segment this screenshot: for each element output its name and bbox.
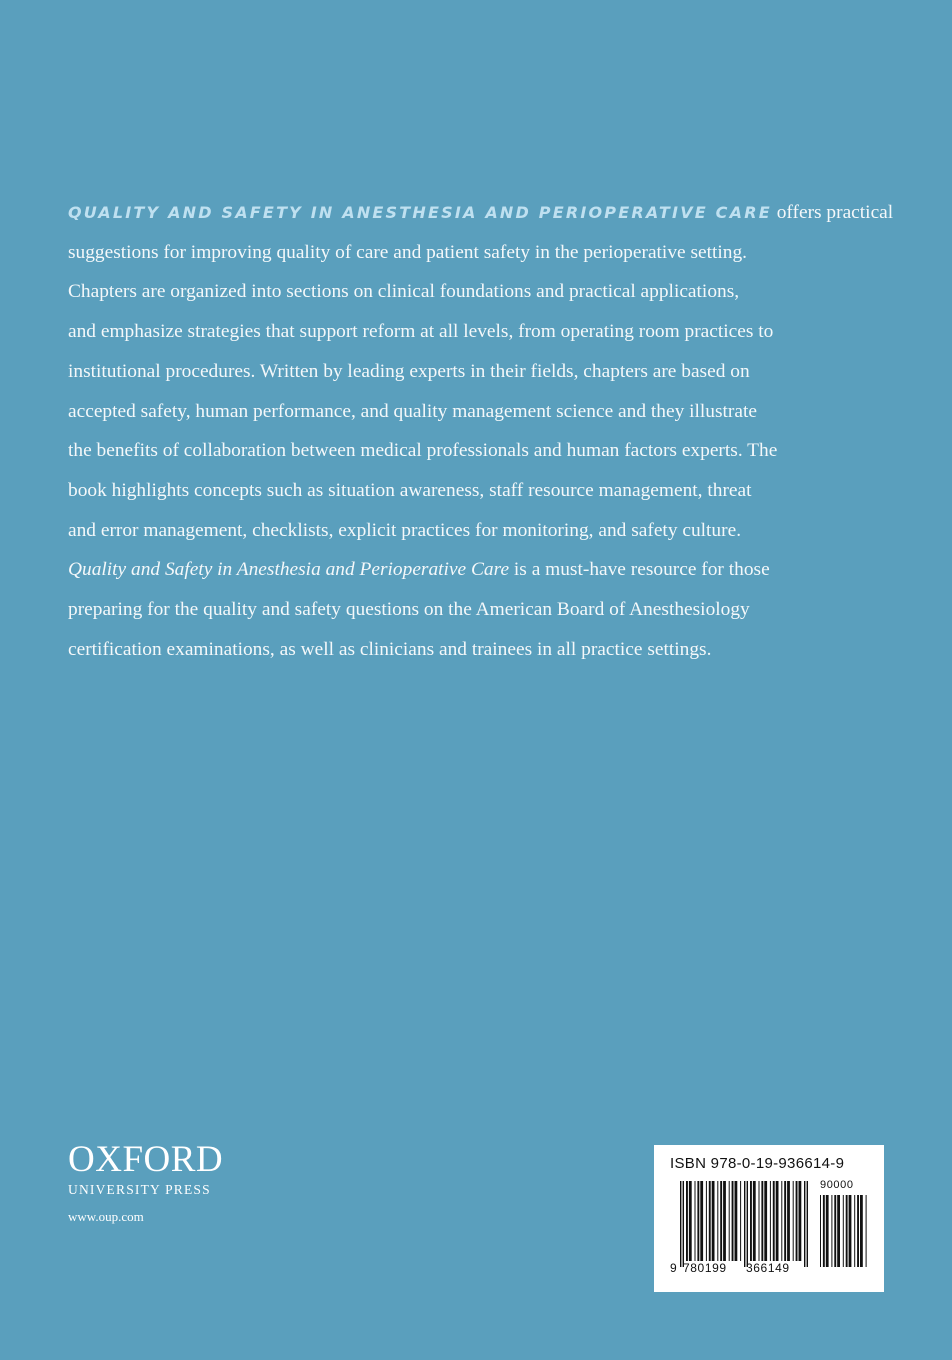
- barcode-left-digits: 780199: [683, 1261, 727, 1275]
- publisher-logo: [68, 1139, 224, 1198]
- book-title-italic: Quality and Safety in Anesthesia and Perioperative Care: [68, 559, 510, 581]
- blurb-line-10-text: is a must-have resource for those: [509, 559, 770, 581]
- barcode-bar: [823, 1195, 825, 1267]
- blurb-line-10: [68, 550, 880, 590]
- barcode-addon-digits: 90000: [820, 1179, 854, 1191]
- book-title-caps: QUALITY AND SAFETY IN ANESTHESIA AND PERIOPERATIVE CARE: [68, 203, 772, 222]
- blurb-line-1-text: offers practical: [771, 202, 894, 223]
- isbn-barcode: [654, 1145, 884, 1292]
- barcode-bar: [796, 1181, 798, 1261]
- barcode-bar: [706, 1181, 707, 1261]
- barcode-bar: [770, 1181, 771, 1261]
- barcode-bar: [866, 1195, 867, 1267]
- blurb-line-8: book highlights concepts such as situation awareness, staff resource management, threat: [68, 479, 752, 501]
- barcode-bar: [740, 1181, 741, 1261]
- blurb-line-1: [68, 193, 894, 233]
- blurb-line-6: accepted safety, human performance, and quality management science and they illustrate: [68, 400, 757, 422]
- blurb-line-12: certification examinations, as well as clinicians and trainees in all practice settings.: [68, 638, 712, 660]
- barcode-bar: [781, 1181, 782, 1261]
- isbn-label: ISBN 978-0-19-936614-9: [670, 1155, 845, 1172]
- barcode-guard-bar: [680, 1181, 681, 1267]
- barcode-guard-bar: [744, 1181, 745, 1267]
- barcode-bar: [831, 1195, 832, 1267]
- barcode-bar: [729, 1181, 730, 1261]
- barcode-bar: [843, 1195, 844, 1267]
- barcode-bar: [834, 1195, 836, 1267]
- barcode-bar: [700, 1181, 703, 1261]
- blurb-line-7: the benefits of collaboration between medical professionals and human factors experts. The: [68, 440, 778, 462]
- blurb-line-3: Chapters are organized into sections on clinical foundations and practical applications,: [68, 281, 740, 303]
- barcode-bar: [732, 1181, 734, 1261]
- blurb-line-4: and emphasize strategies that support reform at all levels, from operating room practices to: [68, 321, 774, 343]
- barcode-bar: [712, 1181, 715, 1261]
- publisher-name: OXFORD: [68, 1139, 224, 1180]
- barcode-guard-bar: [747, 1181, 748, 1267]
- barcode-bar: [709, 1181, 711, 1261]
- barcode-bar: [697, 1181, 699, 1261]
- barcode-right-digits: 366149: [746, 1261, 790, 1275]
- barcode-bar: [686, 1181, 688, 1261]
- barcode-bar: [793, 1181, 794, 1261]
- blurb-line-5: institutional procedures. Written by leading experts in their fields, chapters are based on: [68, 360, 750, 382]
- barcode-bar: [773, 1181, 775, 1261]
- barcode-bar: [735, 1181, 738, 1261]
- barcode-bar: [759, 1181, 760, 1261]
- barcode-bar: [799, 1181, 802, 1261]
- publisher-subtitle: UNIVERSITY PRESS: [68, 1182, 211, 1197]
- barcode-bar: [820, 1195, 821, 1267]
- barcode-bar: [854, 1195, 855, 1267]
- barcode-guard-bar: [683, 1181, 684, 1267]
- barcode-bar: [761, 1181, 763, 1261]
- barcode-bar: [750, 1181, 752, 1261]
- blurb-line-9: and error management, checklists, explicit practices for monitoring, and safety culture.: [68, 519, 742, 541]
- book-description: [68, 193, 894, 669]
- blurb-line-11: preparing for the quality and safety questions on the American Board of Anesthesiology: [68, 599, 750, 621]
- barcode-guard-bar: [804, 1181, 805, 1267]
- barcode-bar: [846, 1195, 848, 1267]
- barcode-bar: [689, 1181, 692, 1261]
- barcode-bar: [826, 1195, 829, 1267]
- barcode-lead-digit: 9: [670, 1261, 678, 1275]
- barcode-bar: [787, 1181, 790, 1261]
- barcode-bar: [857, 1195, 859, 1267]
- barcode-bar: [720, 1181, 722, 1261]
- barcode-bar: [860, 1195, 863, 1267]
- blurb-line-2: suggestions for improving quality of care and patient safety in the perioperative setting.: [68, 241, 748, 263]
- barcode-bar: [849, 1195, 852, 1267]
- barcode-bar: [723, 1181, 726, 1261]
- barcode-bar: [764, 1181, 767, 1261]
- barcode-bar: [776, 1181, 779, 1261]
- barcode-bar: [717, 1181, 718, 1261]
- barcode-bar: [837, 1195, 840, 1267]
- barcode-bar: [784, 1181, 786, 1261]
- barcode-bar: [695, 1181, 696, 1261]
- barcode-bar: [753, 1181, 756, 1261]
- barcode-guard-bar: [807, 1181, 808, 1267]
- publisher-url: www.oup.com: [68, 1209, 144, 1224]
